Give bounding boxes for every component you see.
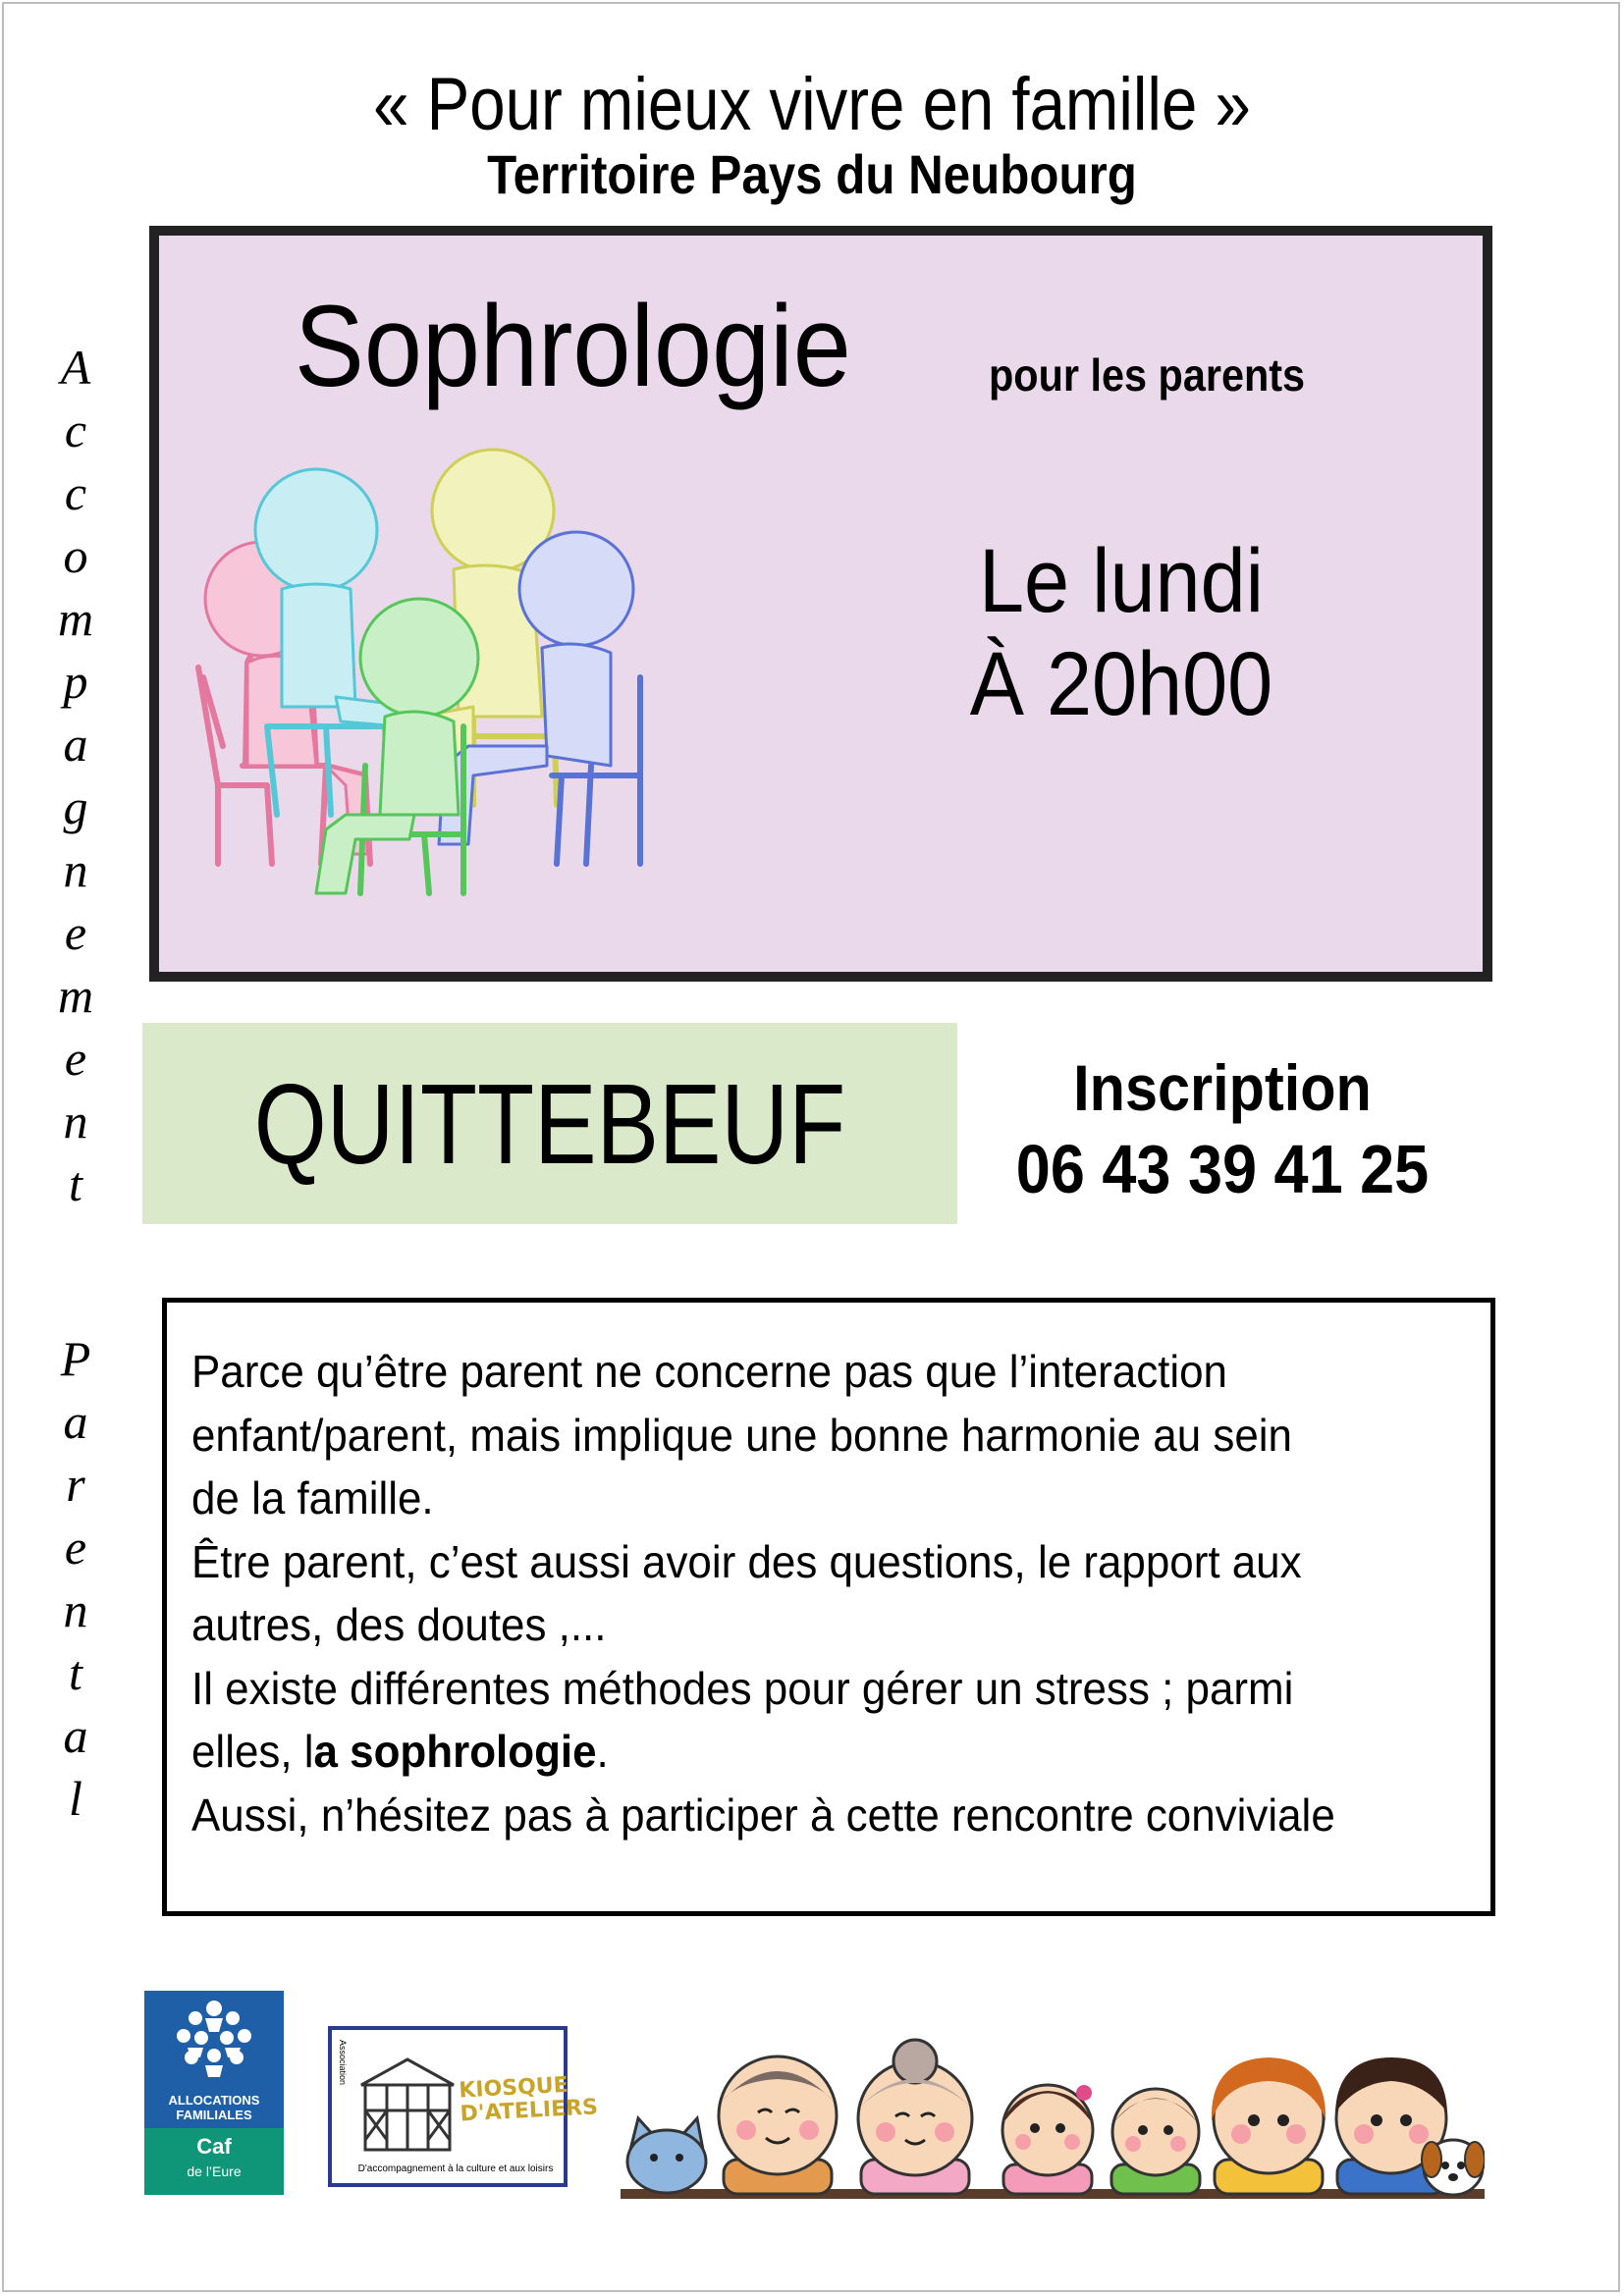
caf-region: de l’Eure — [187, 2163, 242, 2179]
kiosque-name: KIOSQUE D'ATELIERS — [458, 2072, 599, 2127]
cartoon-family-row-illustration — [621, 2022, 1485, 2209]
girl-icon — [1001, 2085, 1094, 2194]
boy-icon — [1111, 2089, 1200, 2194]
hero-title: Sophrologie — [295, 282, 851, 411]
caf-name: Caf — [196, 2134, 232, 2159]
description-line: Aussi, n’hésitez pas à participer à cette rencontre conviviale — [191, 1789, 1335, 1841]
cat-icon — [627, 2118, 706, 2193]
kiosque-association-label: Association — [338, 2040, 348, 2086]
description-line: enfant/parent, mais implique une bonne harmonie au sein — [191, 1409, 1292, 1461]
parents-sitting-circle-illustration — [179, 442, 729, 952]
mother-icon — [1212, 2057, 1326, 2194]
hero-subtitle: pour les parents — [989, 349, 1306, 400]
side-word-parental: P a r e n t a l — [60, 1331, 91, 1826]
location-banner — [142, 1023, 957, 1224]
kiosque-tagline: D'accompagnement à la culture et aux loisirs — [357, 2163, 554, 2174]
description-line: Être parent, c’est aussi avoir des questions, le rapport aux — [191, 1535, 1302, 1587]
location-name: QUITTEBEUF — [253, 1060, 846, 1188]
kiosque-building-icon — [353, 2052, 461, 2158]
kiosque-logo — [328, 2026, 599, 2187]
dog-icon — [1422, 2140, 1485, 2195]
sophrologie-emphasis: a sophrologie — [313, 1726, 597, 1777]
caf-logo — [144, 1991, 284, 2195]
side-word-accompagnement: A c c o m p a g n e m e n t — [57, 340, 94, 1211]
grandfather-icon — [719, 2056, 837, 2194]
event-time: À 20h00 — [969, 634, 1273, 734]
description-line: Il existe différentes méthodes pour gérer un stress ; parmi — [191, 1662, 1294, 1714]
caf-people-icon — [144, 1991, 284, 2093]
inscription-phone[interactable]: 06 43 39 41 25 — [1015, 1131, 1430, 1207]
description-line: autres, des doutes ,... — [191, 1599, 607, 1650]
description-line: de la famille. — [191, 1472, 434, 1523]
description-box — [162, 1298, 1495, 1916]
inscription-label: Inscription — [1073, 1051, 1372, 1124]
grandmother-icon — [858, 2040, 972, 2194]
description-line: Parce qu’être parent ne concerne pas que l’interaction — [191, 1346, 1227, 1397]
hero-panel — [149, 226, 1492, 982]
caf-allocations: ALLOCATIONS FAMILIALES — [168, 2093, 260, 2122]
description-text — [191, 1340, 1409, 1846]
header-subtitle: Territoire Pays du Neubourg — [487, 143, 1137, 205]
event-day: Le lundi — [978, 531, 1265, 631]
description-line: elles, la sophrologie. — [191, 1726, 609, 1777]
header-title: « Pour mieux vivre en famille » — [373, 63, 1251, 146]
